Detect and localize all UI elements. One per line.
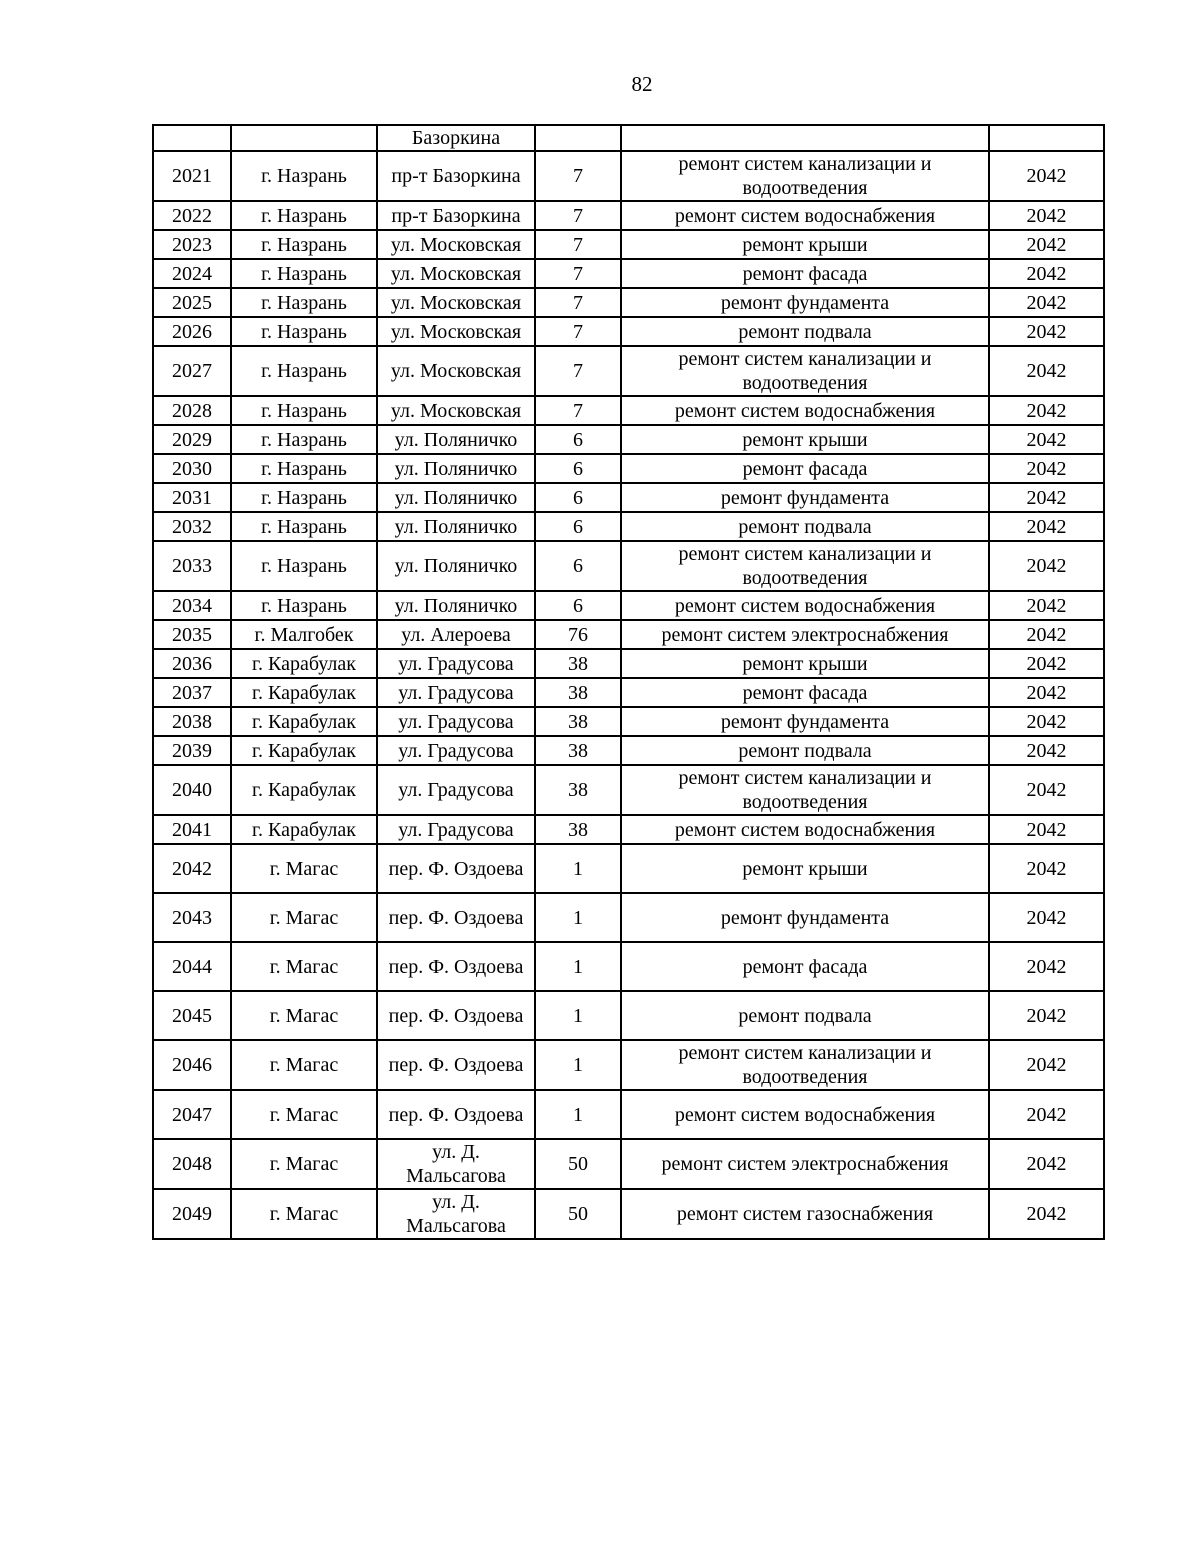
cell-work-type: ремонт систем водоснабжения bbox=[621, 396, 989, 425]
cell-work-type: ремонт фундамента bbox=[621, 483, 989, 512]
cell-year bbox=[989, 125, 1104, 151]
cell-number: 2022 bbox=[153, 201, 231, 230]
cell-street: пер. Ф. Оздоева bbox=[377, 991, 535, 1040]
cell-street: пер. Ф. Оздоева bbox=[377, 1090, 535, 1139]
cell-house: 38 bbox=[535, 707, 621, 736]
cell-work-type: ремонт систем газоснабжения bbox=[621, 1189, 989, 1239]
cell-work-type: ремонт систем водоснабжения bbox=[621, 1090, 989, 1139]
cell-house: 7 bbox=[535, 201, 621, 230]
cell-work-type: ремонт систем водоснабжения bbox=[621, 201, 989, 230]
cell-city: г. Карабулак bbox=[231, 765, 377, 815]
cell-number: 2049 bbox=[153, 1189, 231, 1239]
cell-work-type: ремонт систем канализации и водоотведения bbox=[621, 541, 989, 591]
cell-work-type: ремонт крыши bbox=[621, 425, 989, 454]
cell-house: 6 bbox=[535, 591, 621, 620]
cell-house: 1 bbox=[535, 1090, 621, 1139]
cell-street: пер. Ф. Оздоева bbox=[377, 893, 535, 942]
cell-year: 2042 bbox=[989, 396, 1104, 425]
cell-work-type: ремонт систем канализации и водоотведения bbox=[621, 346, 989, 396]
cell-year: 2042 bbox=[989, 1189, 1104, 1239]
cell-work-type: ремонт подвала bbox=[621, 512, 989, 541]
cell-work-type: ремонт крыши bbox=[621, 844, 989, 893]
cell-year: 2042 bbox=[989, 288, 1104, 317]
table-row bbox=[153, 151, 1104, 201]
cell-year: 2042 bbox=[989, 201, 1104, 230]
cell-number: 2032 bbox=[153, 512, 231, 541]
cell-street: ул. Московская bbox=[377, 317, 535, 346]
cell-number: 2029 bbox=[153, 425, 231, 454]
cell-city: г. Назрань bbox=[231, 512, 377, 541]
cell-work-type: ремонт систем водоснабжения bbox=[621, 591, 989, 620]
cell-house: 1 bbox=[535, 1040, 621, 1090]
cell-house: 38 bbox=[535, 649, 621, 678]
cell-city: г. Назрань bbox=[231, 425, 377, 454]
cell-street: ул. Московская bbox=[377, 259, 535, 288]
cell-number: 2024 bbox=[153, 259, 231, 288]
repair-schedule-table bbox=[152, 124, 1105, 1240]
cell-number: 2023 bbox=[153, 230, 231, 259]
cell-house: 6 bbox=[535, 483, 621, 512]
cell-street: пер. Ф. Оздоева bbox=[377, 942, 535, 991]
cell-year: 2042 bbox=[989, 591, 1104, 620]
cell-year: 2042 bbox=[989, 1139, 1104, 1189]
cell-year: 2042 bbox=[989, 815, 1104, 844]
cell-number: 2034 bbox=[153, 591, 231, 620]
table-row bbox=[153, 765, 1104, 815]
cell-city: г. Назрань bbox=[231, 541, 377, 591]
table-row bbox=[153, 425, 1104, 454]
cell-year: 2042 bbox=[989, 425, 1104, 454]
table-row bbox=[153, 1189, 1104, 1239]
cell-year: 2042 bbox=[989, 620, 1104, 649]
cell-street: пр-т Базоркина bbox=[377, 201, 535, 230]
cell-work-type: ремонт подвала bbox=[621, 736, 989, 765]
cell-house: 1 bbox=[535, 991, 621, 1040]
cell-house: 7 bbox=[535, 396, 621, 425]
table-row bbox=[153, 893, 1104, 942]
cell-house: 50 bbox=[535, 1139, 621, 1189]
table-row bbox=[153, 396, 1104, 425]
cell-year: 2042 bbox=[989, 483, 1104, 512]
cell-city: г. Магас bbox=[231, 1139, 377, 1189]
cell-number: 2037 bbox=[153, 678, 231, 707]
table-row-continuation bbox=[153, 125, 1104, 151]
cell-work-type: ремонт систем электроснабжения bbox=[621, 620, 989, 649]
cell-work-type: ремонт фасада bbox=[621, 678, 989, 707]
cell-work-type bbox=[621, 125, 989, 151]
cell-work-type: ремонт систем электроснабжения bbox=[621, 1139, 989, 1189]
cell-city: г. Магас bbox=[231, 942, 377, 991]
table-row bbox=[153, 454, 1104, 483]
cell-house: 6 bbox=[535, 541, 621, 591]
table-row bbox=[153, 991, 1104, 1040]
cell-city bbox=[231, 125, 377, 151]
cell-city: г. Магас bbox=[231, 844, 377, 893]
cell-house: 50 bbox=[535, 1189, 621, 1239]
cell-house: 1 bbox=[535, 893, 621, 942]
table-row bbox=[153, 1090, 1104, 1139]
cell-city: г. Карабулак bbox=[231, 815, 377, 844]
cell-city: г. Назрань bbox=[231, 454, 377, 483]
cell-street: ул. Московская bbox=[377, 230, 535, 259]
cell-work-type: ремонт систем канализации и водоотведения bbox=[621, 765, 989, 815]
cell-street: ул. Градусова bbox=[377, 707, 535, 736]
cell-city: г. Магас bbox=[231, 1189, 377, 1239]
cell-work-type: ремонт крыши bbox=[621, 649, 989, 678]
cell-year: 2042 bbox=[989, 1090, 1104, 1139]
cell-house: 7 bbox=[535, 317, 621, 346]
cell-city: г. Карабулак bbox=[231, 707, 377, 736]
cell-year: 2042 bbox=[989, 346, 1104, 396]
cell-street: пер. Ф. Оздоева bbox=[377, 844, 535, 893]
cell-number: 2028 bbox=[153, 396, 231, 425]
table-row bbox=[153, 736, 1104, 765]
table-row bbox=[153, 541, 1104, 591]
cell-street: ул. Московская bbox=[377, 288, 535, 317]
cell-number: 2039 bbox=[153, 736, 231, 765]
cell-street: ул. Д. Мальсагова bbox=[377, 1189, 535, 1239]
cell-number: 2025 bbox=[153, 288, 231, 317]
cell-city: г. Назрань bbox=[231, 591, 377, 620]
cell-street: ул. Градусова bbox=[377, 736, 535, 765]
cell-house: 38 bbox=[535, 678, 621, 707]
cell-work-type: ремонт подвала bbox=[621, 317, 989, 346]
cell-number: 2031 bbox=[153, 483, 231, 512]
table-row bbox=[153, 346, 1104, 396]
cell-house: 7 bbox=[535, 230, 621, 259]
cell-number: 2027 bbox=[153, 346, 231, 396]
cell-city: г. Малгобек bbox=[231, 620, 377, 649]
cell-city: г. Магас bbox=[231, 1090, 377, 1139]
table-row bbox=[153, 317, 1104, 346]
cell-house: 1 bbox=[535, 844, 621, 893]
cell-year: 2042 bbox=[989, 649, 1104, 678]
cell-number: 2033 bbox=[153, 541, 231, 591]
table-row bbox=[153, 259, 1104, 288]
cell-house: 38 bbox=[535, 736, 621, 765]
cell-work-type: ремонт фасада bbox=[621, 942, 989, 991]
cell-year: 2042 bbox=[989, 678, 1104, 707]
cell-number: 2038 bbox=[153, 707, 231, 736]
cell-city: г. Карабулак bbox=[231, 678, 377, 707]
cell-street: ул. Поляничко bbox=[377, 425, 535, 454]
cell-house: 7 bbox=[535, 259, 621, 288]
table-row bbox=[153, 649, 1104, 678]
cell-number bbox=[153, 125, 231, 151]
cell-street: пр-т Базоркина bbox=[377, 151, 535, 201]
cell-work-type: ремонт фундамента bbox=[621, 288, 989, 317]
cell-street: ул. Поляничко bbox=[377, 483, 535, 512]
table-row bbox=[153, 1139, 1104, 1189]
cell-number: 2036 bbox=[153, 649, 231, 678]
cell-house: 38 bbox=[535, 765, 621, 815]
cell-street: пер. Ф. Оздоева bbox=[377, 1040, 535, 1090]
cell-year: 2042 bbox=[989, 765, 1104, 815]
cell-city: г. Магас bbox=[231, 893, 377, 942]
cell-work-type: ремонт систем канализации и водоотведения bbox=[621, 1040, 989, 1090]
table-row bbox=[153, 707, 1104, 736]
cell-city: г. Магас bbox=[231, 1040, 377, 1090]
table-row bbox=[153, 512, 1104, 541]
page-number: 82 bbox=[631, 72, 653, 96]
cell-year: 2042 bbox=[989, 942, 1104, 991]
table-row bbox=[153, 942, 1104, 991]
cell-street: ул. Поляничко bbox=[377, 591, 535, 620]
table-row bbox=[153, 678, 1104, 707]
cell-house: 7 bbox=[535, 346, 621, 396]
cell-city: г. Назрань bbox=[231, 259, 377, 288]
cell-house: 38 bbox=[535, 815, 621, 844]
cell-street: ул. Градусова bbox=[377, 649, 535, 678]
table-row bbox=[153, 483, 1104, 512]
cell-number: 2021 bbox=[153, 151, 231, 201]
cell-city: г. Назрань bbox=[231, 346, 377, 396]
table-row bbox=[153, 201, 1104, 230]
cell-year: 2042 bbox=[989, 230, 1104, 259]
cell-number: 2030 bbox=[153, 454, 231, 483]
cell-number: 2048 bbox=[153, 1139, 231, 1189]
cell-street: ул. Поляничко bbox=[377, 541, 535, 591]
table-row bbox=[153, 591, 1104, 620]
cell-city: г. Назрань bbox=[231, 483, 377, 512]
table-row bbox=[153, 844, 1104, 893]
cell-work-type: ремонт фундамента bbox=[621, 893, 989, 942]
cell-year: 2042 bbox=[989, 454, 1104, 483]
cell-house: 76 bbox=[535, 620, 621, 649]
table-row bbox=[153, 230, 1104, 259]
cell-street: ул. Градусова bbox=[377, 765, 535, 815]
cell-street: ул. Градусова bbox=[377, 678, 535, 707]
cell-year: 2042 bbox=[989, 707, 1104, 736]
cell-street: ул. Поляничко bbox=[377, 512, 535, 541]
cell-city: г. Назрань bbox=[231, 230, 377, 259]
cell-year: 2042 bbox=[989, 736, 1104, 765]
cell-house: 1 bbox=[535, 942, 621, 991]
cell-number: 2046 bbox=[153, 1040, 231, 1090]
cell-city: г. Назрань bbox=[231, 201, 377, 230]
cell-number: 2045 bbox=[153, 991, 231, 1040]
cell-city: г. Назрань bbox=[231, 151, 377, 201]
cell-number: 2041 bbox=[153, 815, 231, 844]
cell-house: 7 bbox=[535, 151, 621, 201]
cell-number: 2047 bbox=[153, 1090, 231, 1139]
cell-work-type: ремонт систем канализации и водоотведения bbox=[621, 151, 989, 201]
cell-city: г. Назрань bbox=[231, 288, 377, 317]
cell-year: 2042 bbox=[989, 317, 1104, 346]
cell-number: 2042 bbox=[153, 844, 231, 893]
cell-year: 2042 bbox=[989, 151, 1104, 201]
cell-house: 7 bbox=[535, 288, 621, 317]
cell-year: 2042 bbox=[989, 844, 1104, 893]
cell-year: 2042 bbox=[989, 1040, 1104, 1090]
cell-street: ул. Градусова bbox=[377, 815, 535, 844]
cell-work-type: ремонт подвала bbox=[621, 991, 989, 1040]
table-row bbox=[153, 288, 1104, 317]
cell-number: 2043 bbox=[153, 893, 231, 942]
cell-number: 2026 bbox=[153, 317, 231, 346]
cell-street: ул. Алероева bbox=[377, 620, 535, 649]
cell-work-type: ремонт фундамента bbox=[621, 707, 989, 736]
cell-year: 2042 bbox=[989, 893, 1104, 942]
cell-city: г. Назрань bbox=[231, 317, 377, 346]
cell-year: 2042 bbox=[989, 991, 1104, 1040]
cell-number: 2044 bbox=[153, 942, 231, 991]
cell-number: 2035 bbox=[153, 620, 231, 649]
cell-city: г. Карабулак bbox=[231, 736, 377, 765]
table-row bbox=[153, 620, 1104, 649]
cell-city: г. Карабулак bbox=[231, 649, 377, 678]
cell-work-type: ремонт систем водоснабжения bbox=[621, 815, 989, 844]
cell-number: 2040 bbox=[153, 765, 231, 815]
cell-street: ул. Д. Мальсагова bbox=[377, 1139, 535, 1189]
cell-street: ул. Поляничко bbox=[377, 454, 535, 483]
cell-house bbox=[535, 125, 621, 151]
table-body bbox=[153, 125, 1104, 1239]
cell-house: 6 bbox=[535, 425, 621, 454]
table-row bbox=[153, 1040, 1104, 1090]
cell-city: г. Назрань bbox=[231, 396, 377, 425]
cell-work-type: ремонт фасада bbox=[621, 259, 989, 288]
cell-street: Базоркина bbox=[377, 125, 535, 151]
cell-year: 2042 bbox=[989, 541, 1104, 591]
cell-street: ул. Московская bbox=[377, 396, 535, 425]
cell-house: 6 bbox=[535, 512, 621, 541]
cell-work-type: ремонт крыши bbox=[621, 230, 989, 259]
cell-city: г. Магас bbox=[231, 991, 377, 1040]
cell-year: 2042 bbox=[989, 259, 1104, 288]
cell-street: ул. Московская bbox=[377, 346, 535, 396]
cell-house: 6 bbox=[535, 454, 621, 483]
cell-work-type: ремонт фасада bbox=[621, 454, 989, 483]
table-row bbox=[153, 815, 1104, 844]
cell-year: 2042 bbox=[989, 512, 1104, 541]
